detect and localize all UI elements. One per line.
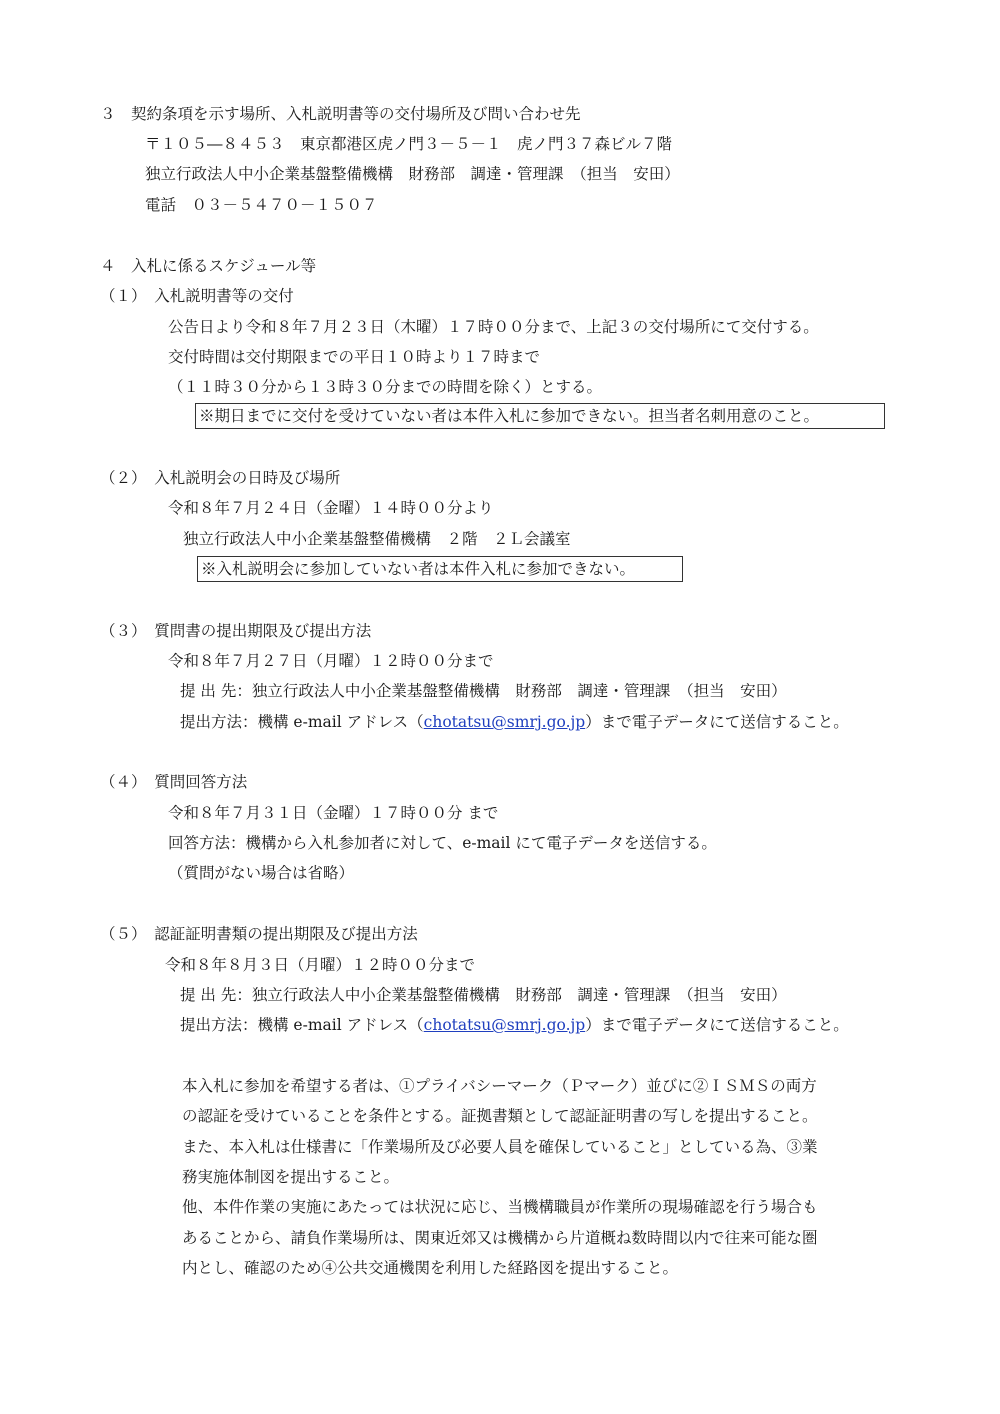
subsection-5-heading: （５） 認証証明書類の提出期限及び提出方法 [100, 925, 418, 943]
subsection-1-heading: （１） 入札説明書等の交付 [100, 287, 294, 305]
p4-line1: 令和８年７月３１日（金曜）１７時００分 まで [168, 804, 499, 822]
p5-body-line: 他、本件作業の実施にあたっては状況に応じ、当機構職員が作業所の現場確認を行う場合も [182, 1198, 818, 1216]
p5-body-line: 内とし、確認のため④公共交通機関を利用した経路図を提出すること。 [182, 1259, 679, 1277]
p5-email-link[interactable]: chotatsu@smrj.go.jp [423, 1016, 586, 1034]
p5-method [180, 1015, 849, 1035]
p1-line2: 交付時間は交付期限までの平日１０時より１７時まで [168, 348, 541, 366]
p3-method-prefix: 提出方法：機構 e-mail アドレス（ [180, 713, 424, 731]
p5-body-line: の認証を受けていることを条件とする。証拠書類として認証証明書の写しを提出すること。 [182, 1107, 818, 1125]
telephone: 電話 ０３－５４７０－１５０７ [145, 196, 378, 214]
p3-email-link[interactable]: chotatsu@smrj.go.jp [423, 713, 586, 731]
p4-line2: 回答方法：機構から入札参加者に対して、e-mail にて電子データを送信する。 [168, 834, 717, 852]
p2-note-box: ※入札説明会に参加していない者は本件入札に参加できない。 [197, 556, 683, 582]
p5-body-line: 務実施体制図を提出すること。 [182, 1168, 400, 1186]
p1-line3: （１１時３０分から１３時３０分までの時間を除く）とする。 [168, 378, 603, 396]
p3-method-suffix: ）まで電子データにて送信すること。 [585, 713, 849, 731]
p5-body-line: また、本入札は仕様書に「作業場所及び必要人員を確保していること」としている為、③業 [182, 1138, 818, 1156]
p2-line2: 独立行政法人中小企業基盤整備機構 ２階 ２Ｌ会議室 [183, 530, 571, 548]
organization: 独立行政法人中小企業基盤整備機構 財務部 調達・管理課 （担当 安田） [145, 165, 680, 183]
p3-method [180, 712, 849, 732]
p5-method-suffix: ）まで電子データにて送信すること。 [585, 1016, 849, 1034]
p5-line2: 提 出 先：独立行政法人中小企業基盤整備機構 財務部 調達・管理課 （担当 安田） [180, 986, 787, 1004]
subsection-4-heading: （４） 質問回答方法 [100, 773, 248, 791]
p5-line1: 令和８年８月３日（月曜）１２時００分まで [165, 956, 476, 974]
p5-body-line: 本入札に参加を希望する者は、①プライバシーマーク（Ｐマーク）並びに②ＩＳＭＳの両方 [182, 1077, 817, 1095]
section-4-heading: ４ 入札に係るスケジュール等 [100, 257, 317, 275]
p1-line1: 公告日より令和８年７月２３日（木曜）１７時００分まで、上記３の交付場所にて交付する。 [168, 318, 819, 336]
p3-line2: 提 出 先：独立行政法人中小企業基盤整備機構 財務部 調達・管理課 （担当 安田） [180, 682, 787, 700]
p3-line1: 令和８年７月２７日（月曜）１２時００分まで [168, 652, 494, 670]
subsection-3-heading: （３） 質問書の提出期限及び提出方法 [100, 622, 372, 640]
p5-body-line: あることから、請負作業場所は、関東近郊又は機構から片道概ね数時間以内で往来可能な圏 [182, 1229, 818, 1247]
address: 〒１０５―８４５３ 東京都港区虎ノ門３－５－１ 虎ノ門３７森ビル７階 [145, 135, 673, 153]
p2-line1: 令和８年７月２４日（金曜）１４時００分より [168, 499, 494, 517]
subsection-2-heading: （２） 入札説明会の日時及び場所 [100, 469, 341, 487]
p5-method-prefix: 提出方法：機構 e-mail アドレス（ [180, 1016, 424, 1034]
p1-note-box: ※期日までに交付を受けていない者は本件入札に参加できない。担当者名刺用意のこと。 [195, 403, 885, 429]
section-3-heading: ３ 契約条項を示す場所、入札説明書等の交付場所及び問い合わせ先 [100, 105, 581, 123]
p4-line3: （質問がない場合は省略） [168, 864, 355, 882]
